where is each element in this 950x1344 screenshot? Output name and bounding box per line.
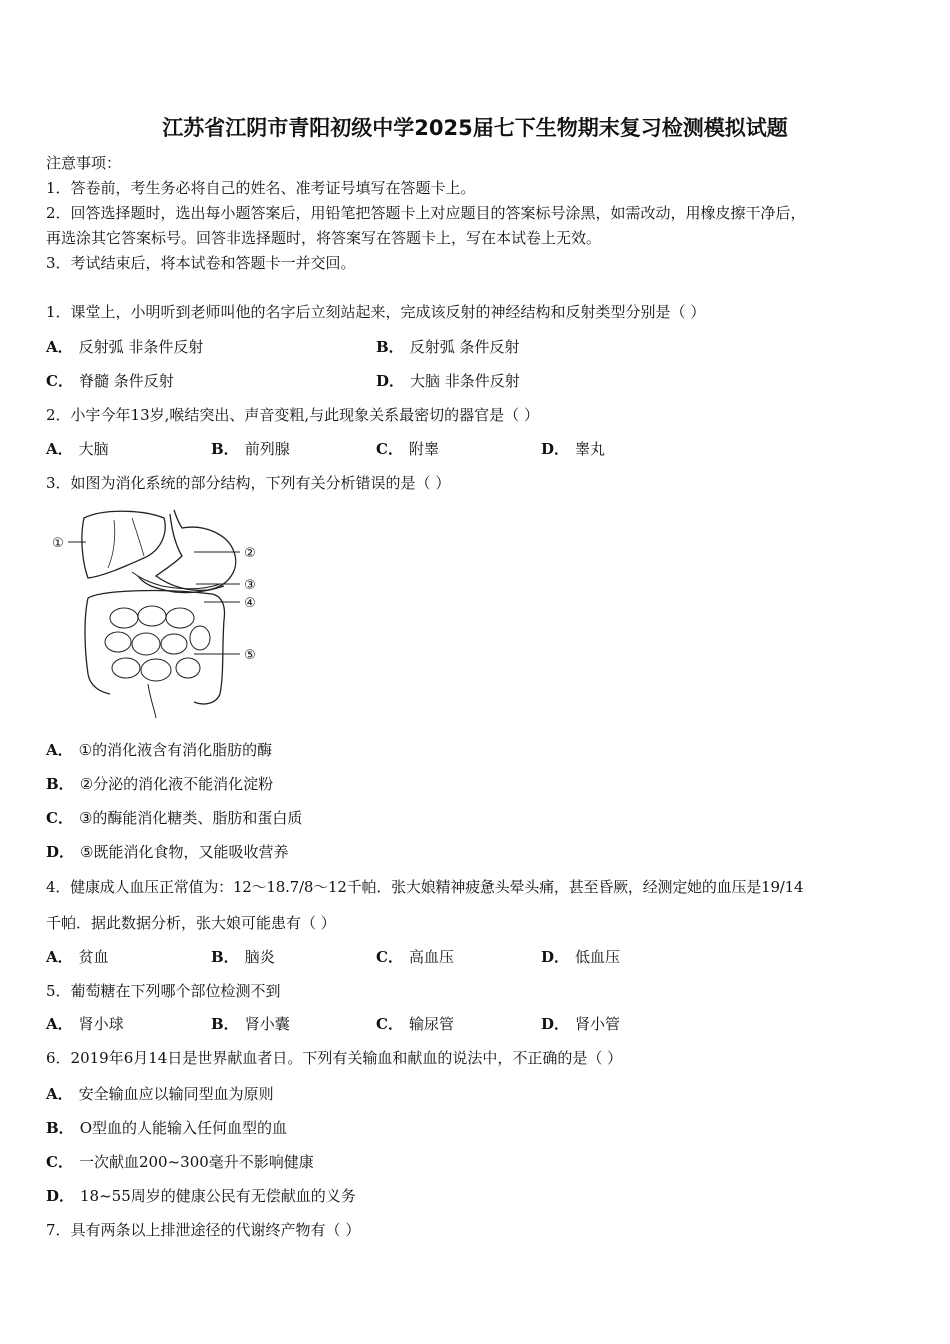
- option-text: 输尿管: [408, 1015, 454, 1033]
- option-text: 附睾: [408, 440, 439, 458]
- q5-option-a[interactable]: [46, 1013, 124, 1034]
- question-1-stem: 1．课堂上，小明听到老师叫他的名字后立刻站起来，完成该反射的神经结构和反射类型分别是（ ）: [46, 303, 706, 321]
- option-label: A．: [46, 1015, 73, 1033]
- diagram-label-4: ④: [244, 596, 256, 611]
- option-text: O型血的人能输入任何血型的血: [79, 1119, 287, 1137]
- question-4-stem-line-2: 千帕．据此数据分析，张大娘可能患有（ ）: [46, 914, 336, 932]
- q1-option-b[interactable]: [376, 336, 519, 357]
- q6-option-d[interactable]: [46, 1185, 356, 1206]
- liver-shape: [82, 511, 165, 578]
- option-label: D．: [376, 372, 405, 390]
- option-text: 大脑: [78, 440, 109, 458]
- page-title: 江苏省江阴市青阳初级中学2025届七下生物期末复习检测模拟试题: [162, 116, 788, 140]
- q5-option-d[interactable]: [541, 1013, 620, 1034]
- option-text: ①的消化液含有消化脂肪的酶: [78, 741, 273, 759]
- q6-option-b[interactable]: [46, 1117, 287, 1138]
- option-text: 大脑 非条件反射: [410, 372, 520, 390]
- option-label: D．: [541, 948, 570, 966]
- stomach-shape: [156, 510, 236, 590]
- diagram-label-1: ①: [52, 536, 64, 551]
- q2-option-c[interactable]: [376, 438, 439, 459]
- option-label: B．: [46, 1119, 74, 1137]
- option-text: 一次献血200~300毫升不影响健康: [78, 1153, 314, 1171]
- q4-option-a[interactable]: [46, 946, 109, 967]
- option-text: 贫血: [78, 948, 109, 966]
- small-intestine-coils: [105, 606, 210, 718]
- option-label: C．: [46, 809, 73, 827]
- option-text: 低血压: [575, 948, 621, 966]
- option-text: 反射弧 非条件反射: [78, 338, 204, 356]
- option-label: D．: [46, 843, 75, 861]
- large-intestine-shape: [85, 591, 225, 704]
- option-label: A．: [46, 741, 73, 759]
- option-label: A．: [46, 440, 73, 458]
- diagram-label-5: ⑤: [244, 648, 256, 663]
- option-label: D．: [541, 440, 570, 458]
- option-label: A．: [46, 948, 73, 966]
- option-label: B．: [376, 338, 404, 356]
- q6-option-a[interactable]: [46, 1083, 274, 1104]
- option-text: 脊髓 条件反射: [78, 372, 174, 390]
- option-label: B．: [211, 948, 239, 966]
- notice-item: 再选涂其它答案标号。回答非选择题时，将答案写在答题卡上，写在本试卷上无效。: [46, 229, 602, 247]
- option-text: 肾小管: [575, 1015, 621, 1033]
- q3-option-b[interactable]: [46, 773, 273, 794]
- option-text: 肾小球: [78, 1015, 124, 1033]
- notice-item: 3．考试结束后，将本试卷和答题卡一并交回。: [46, 254, 356, 272]
- diagram-label-3: ③: [244, 578, 256, 593]
- q1-option-c[interactable]: [46, 370, 174, 391]
- option-text: ②分泌的消化液不能消化淀粉: [79, 775, 274, 793]
- q6-option-c[interactable]: [46, 1151, 314, 1172]
- q3-option-a[interactable]: [46, 739, 272, 760]
- q4-option-c[interactable]: [376, 946, 454, 967]
- option-label: C．: [376, 440, 403, 458]
- question-2-stem: 2．小宇今年13岁,喉结突出、声音变粗,与此现象关系最密切的器官是（ ）: [46, 406, 539, 424]
- option-text: 睾丸: [575, 440, 606, 458]
- notice-heading: 注意事项：: [46, 154, 122, 172]
- question-3-stem: 3．如图为消化系统的部分结构，下列有关分析错误的是（ ）: [46, 474, 451, 492]
- option-text: ③的酶能消化糖类、脂肪和蛋白质: [78, 809, 303, 827]
- question-5-stem: 5．葡萄糖在下列哪个部位检测不到: [46, 982, 281, 1000]
- q2-option-d[interactable]: [541, 438, 605, 459]
- option-label: C．: [376, 948, 403, 966]
- option-label: C．: [46, 372, 73, 390]
- option-text: 安全输血应以输同型血为原则: [78, 1085, 274, 1103]
- option-label: B．: [211, 1015, 239, 1033]
- question-4-stem-line-1: 4．健康成人血压正常值为：12～18.7/8～12千帕．张大娘精神疲惫头晕头痛，甚至昏厥，经测定她的血压是19/14: [46, 878, 804, 896]
- q4-option-b[interactable]: [211, 946, 275, 967]
- option-text: ⑤既能消化食物，又能吸收营养: [80, 843, 289, 861]
- option-text: 反射弧 条件反射: [409, 338, 520, 356]
- q3-option-d[interactable]: [46, 841, 288, 862]
- q1-option-a[interactable]: [46, 336, 203, 357]
- option-label: A．: [46, 338, 73, 356]
- option-label: C．: [376, 1015, 403, 1033]
- option-text: 前列腺: [244, 440, 290, 458]
- option-label: C．: [46, 1153, 73, 1171]
- option-label: D．: [541, 1015, 570, 1033]
- q5-option-b[interactable]: [211, 1013, 290, 1034]
- question-7-stem: 7．具有两条以上排泄途径的代谢终产物有（ ）: [46, 1221, 361, 1239]
- option-label: B．: [211, 440, 239, 458]
- q2-option-a[interactable]: [46, 438, 109, 459]
- q1-option-d[interactable]: [376, 370, 520, 391]
- q3-option-c[interactable]: [46, 807, 302, 828]
- notice-item: 2．回答选择题时，选出每小题答案后，用铅笔把答题卡上对应题目的答案标号涂黑，如需改动，用橡皮擦干净后，: [46, 204, 806, 222]
- option-text: 高血压: [408, 948, 454, 966]
- option-label: D．: [46, 1187, 75, 1205]
- q2-option-b[interactable]: [211, 438, 290, 459]
- digestive-system-diagram: [44, 506, 274, 721]
- notice-item: 1．答卷前，考生务必将自己的姓名、准考证号填写在答题卡上。: [46, 179, 476, 197]
- option-text: 18~55周岁的健康公民有无偿献血的义务: [80, 1187, 356, 1205]
- option-text: 脑炎: [244, 948, 275, 966]
- diagram-label-2: ②: [244, 546, 256, 561]
- q5-option-c[interactable]: [376, 1013, 454, 1034]
- option-label: B．: [46, 775, 74, 793]
- question-6-stem: 6．2019年6月14日是世界献血者日。下列有关输血和献血的说法中，不正确的是（ ）: [46, 1049, 623, 1067]
- option-text: 肾小囊: [244, 1015, 290, 1033]
- q4-option-d[interactable]: [541, 946, 620, 967]
- option-label: A．: [46, 1085, 73, 1103]
